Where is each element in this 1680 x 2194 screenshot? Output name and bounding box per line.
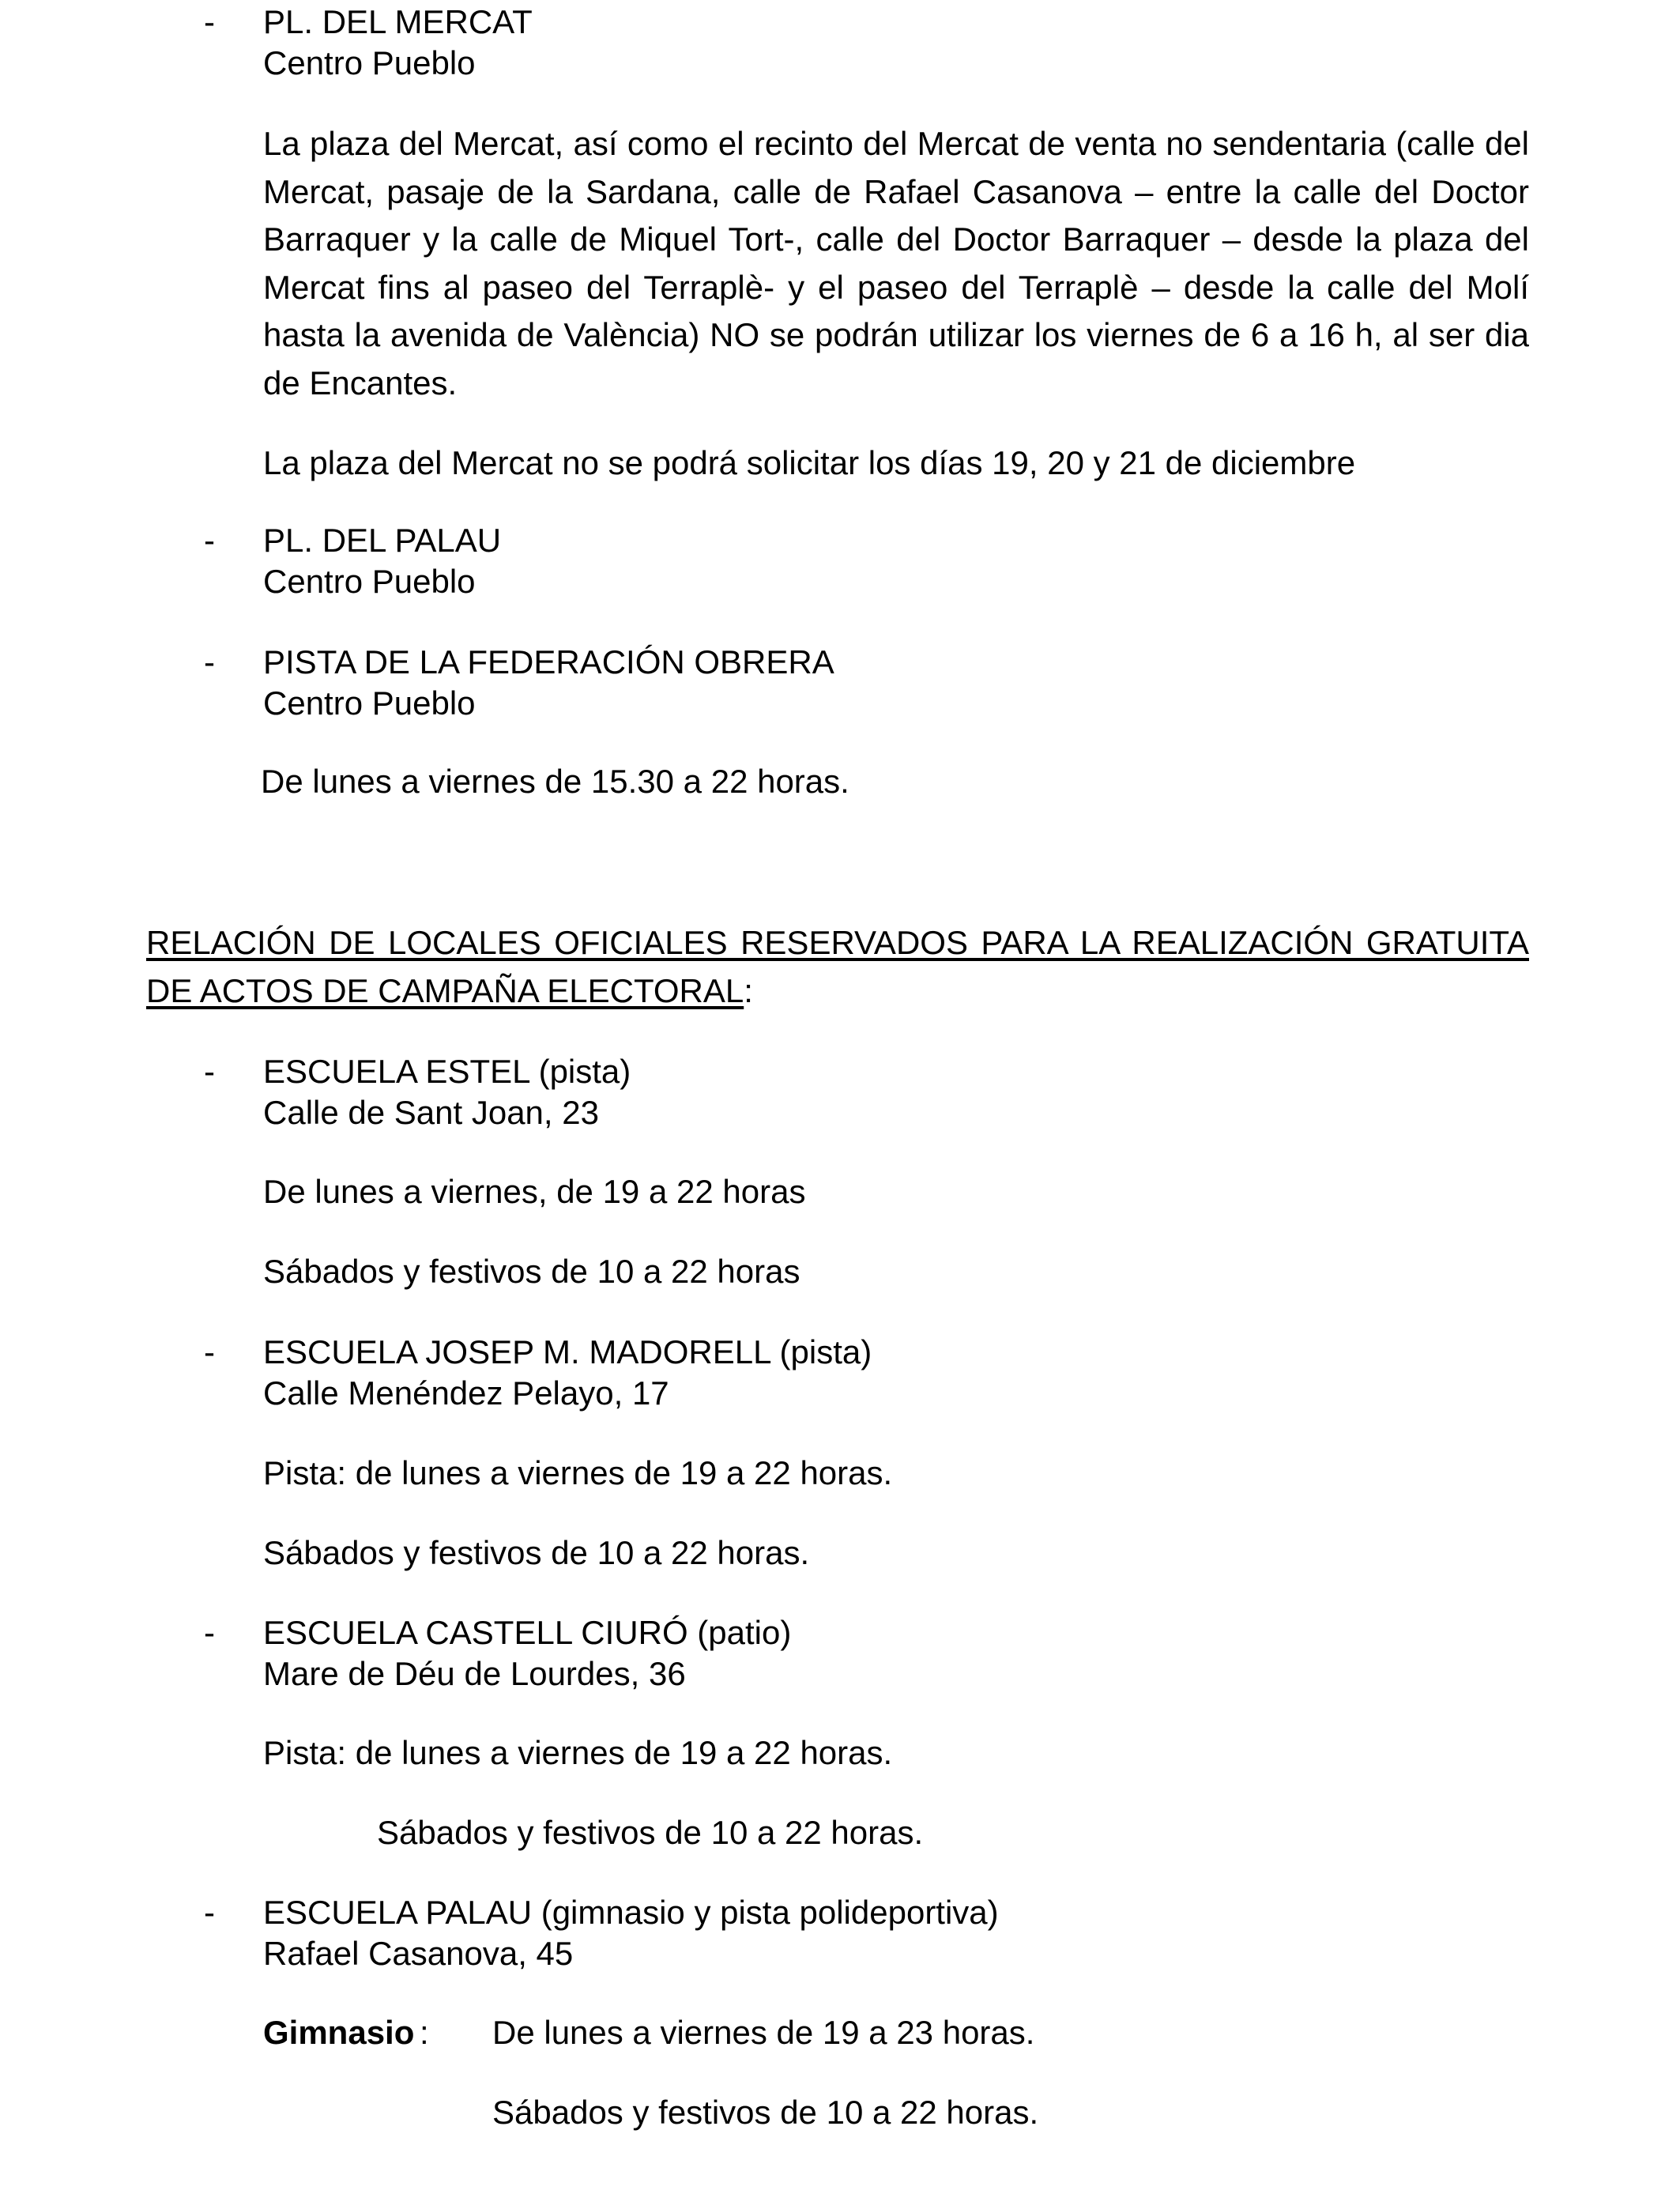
list-bullet: - bbox=[204, 1053, 215, 1090]
item-title: ESCUELA ESTEL (pista) bbox=[263, 1053, 631, 1090]
item-schedule: Pista: de lunes a viernes de 19 a 22 horas. bbox=[263, 1734, 893, 1771]
item-address: Calle de Sant Joan, 23 bbox=[263, 1094, 599, 1131]
item-title: ESCUELA JOSEP M. MADORELL (pista) bbox=[263, 1333, 872, 1370]
item-title: PISTA DE LA FEDERACIÓN OBRERA bbox=[263, 643, 834, 680]
item-title: PL. DEL MERCAT bbox=[263, 3, 533, 40]
item-schedule: Sábados y festivos de 10 a 22 horas. bbox=[377, 1814, 924, 1851]
section-heading-colon: : bbox=[744, 972, 753, 1009]
section-heading-text: RELACIÓN DE LOCALES OFICIALES RESERVADOS PARA LA REALIZACIÓN GRATUITA DE ACTOS DE CAMPAÑA ELECTORAL bbox=[146, 924, 1529, 1009]
item-schedule: Sábados y festivos de 10 a 22 horas bbox=[263, 1253, 800, 1290]
item-schedule: Sábados y festivos de 10 a 22 horas. bbox=[492, 2094, 1039, 2131]
list-bullet: - bbox=[204, 1614, 215, 1651]
list-bullet: - bbox=[204, 3, 215, 40]
item-schedule: De lunes a viernes de 19 a 23 horas. bbox=[492, 2014, 1035, 2051]
item-note: La plaza del Mercat no se podrá solicitar los días 19, 20 y 21 de diciembre bbox=[263, 444, 1356, 481]
gym-label: Gimnasio bbox=[263, 2014, 415, 2051]
item-location: Centro Pueblo bbox=[263, 563, 476, 600]
gym-label-colon: : bbox=[420, 2014, 429, 2051]
item-address: Mare de Déu de Lourdes, 36 bbox=[263, 1655, 686, 1692]
item-location: Centro Pueblo bbox=[263, 684, 476, 722]
item-description: La plaza del Mercat, así como el recinto del Mercat de venta no sendentaria (calle del Mercat, pasaje de la Sardana, calle de Rafael Casanova – entre la calle del Doctor Barraquer y la calle de Miquel Tort-, calle del Doctor Barraquer – desde la plaza del Mercat fins al paseo del Terraplè- y el paseo del Terraplè – desde la calle del Molí hasta la avenida de València) NO se podrán utilizar los viernes de 6 a 16 h, al ser dia de Encantes. bbox=[263, 125, 1529, 401]
list-bullet: - bbox=[204, 1894, 215, 1931]
item-address: Rafael Casanova, 45 bbox=[263, 1935, 574, 1972]
item-title: ESCUELA PALAU (gimnasio y pista polideportiva) bbox=[263, 1894, 999, 1931]
item-schedule: De lunes a viernes, de 19 a 22 horas bbox=[263, 1173, 806, 1210]
item-schedule: Pista: de lunes a viernes de 19 a 22 horas. bbox=[263, 1454, 893, 1491]
item-location: Centro Pueblo bbox=[263, 44, 476, 81]
section-heading bbox=[146, 918, 1529, 1015]
item-address: Calle Menéndez Pelayo, 17 bbox=[263, 1374, 669, 1412]
item-schedule: Sábados y festivos de 10 a 22 horas. bbox=[263, 1534, 810, 1571]
item-title: PL. DEL PALAU bbox=[263, 522, 502, 559]
item-title: ESCUELA CASTELL CIURÓ (patio) bbox=[263, 1614, 792, 1651]
list-bullet: - bbox=[204, 522, 215, 559]
item-schedule: De lunes a viernes de 15.30 a 22 horas. bbox=[261, 763, 849, 800]
list-bullet: - bbox=[204, 1333, 215, 1370]
list-bullet: - bbox=[204, 643, 215, 680]
